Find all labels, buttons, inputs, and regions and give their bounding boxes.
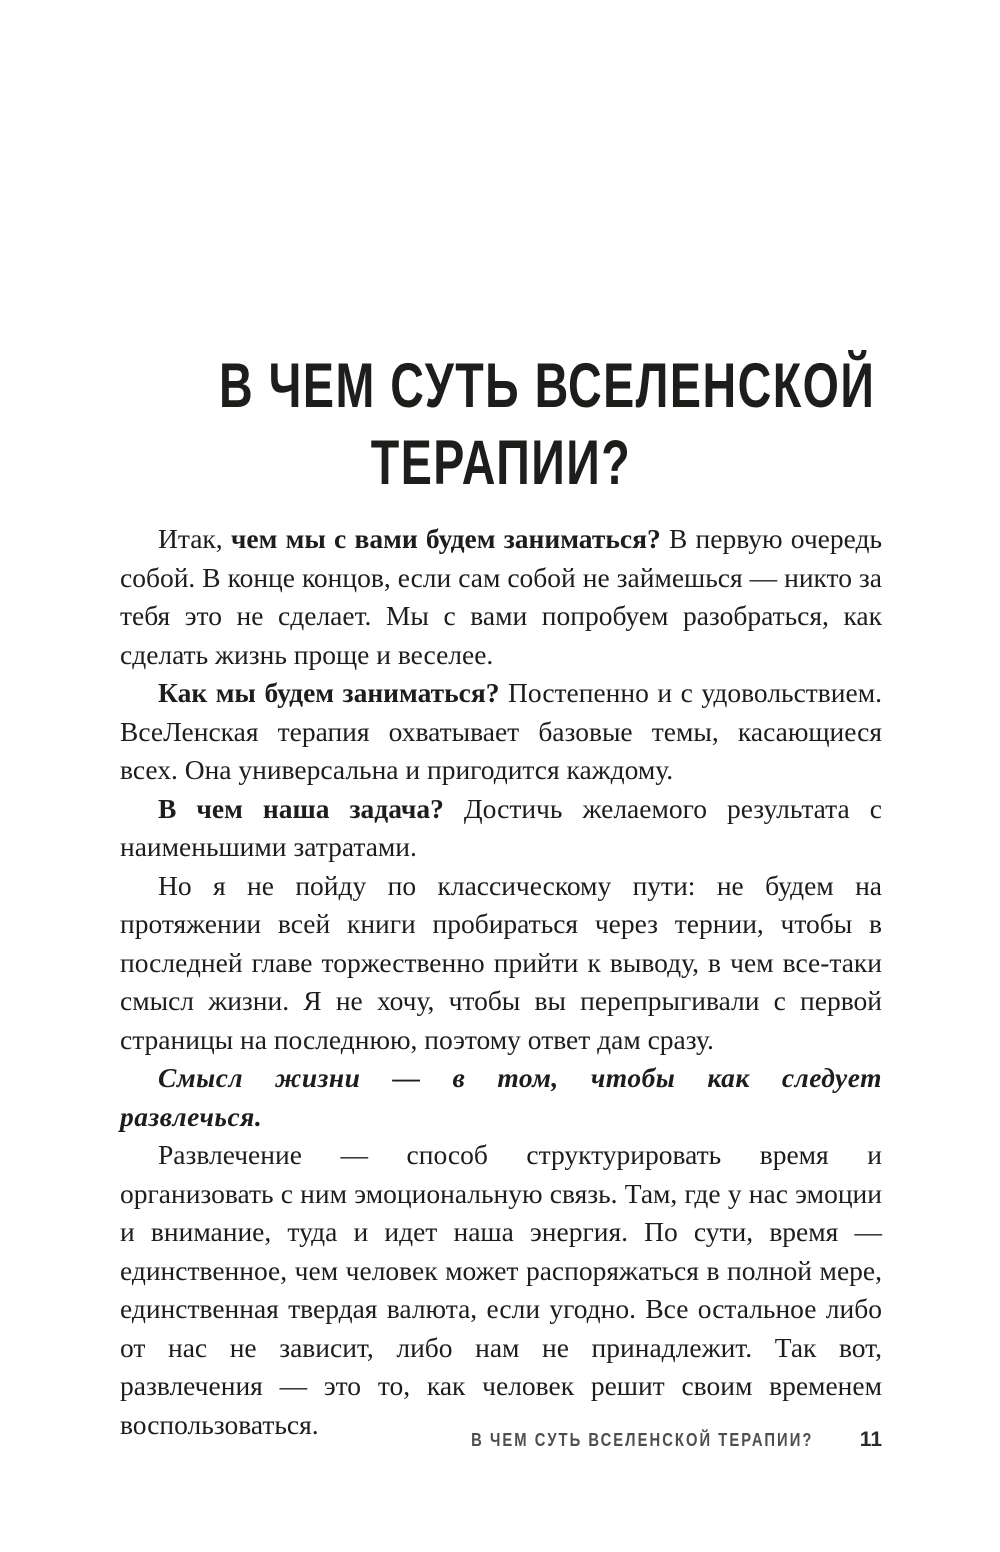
- paragraph-5-text: Смысл жизни — в том, чтобы как следует развлечься.: [120, 1062, 882, 1132]
- paragraph-2: [120, 674, 882, 790]
- paragraph-5-emphasis: [120, 1059, 882, 1136]
- paragraph-1-bold-question: чем мы с вами будем заниматься?: [230, 523, 661, 554]
- paragraph-2-text: Постепенно и с удовольствием. ВсеЛенская терапия охватывает базовые темы, касающиеся всех. Она универсальна и пригодится каждому.: [120, 677, 882, 785]
- paragraph-3-text: Достичь желаемого результата с наименьшими затратами.: [120, 792, 882, 862]
- paragraph-3-bold-question: В чем наша задача?: [158, 792, 444, 824]
- paragraph-4-text: Но я не пойду по классическому пути: не будем на протяжении всей книги пробираться через тернии, чтобы в последней главе торжественно прийти к выводу, в чем все-таки смысл жизни. Я не хочу, чтобы вы перепрыгивали с первой страницы на последнюю, поэтому ответ дам сразу.: [120, 869, 882, 1055]
- paragraph-2-bold-question: Как мы будем заниматься?: [158, 677, 500, 708]
- chapter-title-line-1: В ЧЕМ СУТЬ ВСЕЛЕНСКОЙ: [219, 351, 876, 421]
- running-head: В ЧЕМ СУТЬ ВСЕЛЕНСКОЙ ТЕРАПИИ?: [471, 1430, 814, 1450]
- paragraph-3: [120, 790, 882, 867]
- body-text: [120, 520, 882, 1444]
- page-footer: [120, 1428, 882, 1452]
- page-number: 11: [859, 1428, 882, 1451]
- chapter-title-line-2: ТЕРАПИИ?: [370, 428, 632, 498]
- paragraph-6: [120, 1136, 882, 1444]
- paragraph-6-text: Развлечение — способ структурировать время и организовать с ним эмоциональную связь. Там, где у нас эмоции и внимание, туда и идет наша энергия. По сути, время — единственное, чем человек может распоряжаться в полной мере, единственная твердая валюта, если угодно. Все остальное либо от нас не зависит, либо нам не принадлежит. Так вот, развлечения — это то, как человек решит своим временем воспользоваться.: [120, 1139, 882, 1440]
- paragraph-1-text-rest: В первую очередь собой. В конце концов, если сам собой не займешься — никто за тебя это не сделает. Мы с вами попробуем разобраться, как сделать жизнь проще и веселее.: [120, 523, 882, 670]
- paragraph-1-text: Итак,: [158, 523, 231, 554]
- chapter-title: [120, 0, 882, 520]
- page-content: [120, 0, 882, 1444]
- paragraph-4: [120, 867, 882, 1060]
- paragraph-1: [120, 520, 882, 674]
